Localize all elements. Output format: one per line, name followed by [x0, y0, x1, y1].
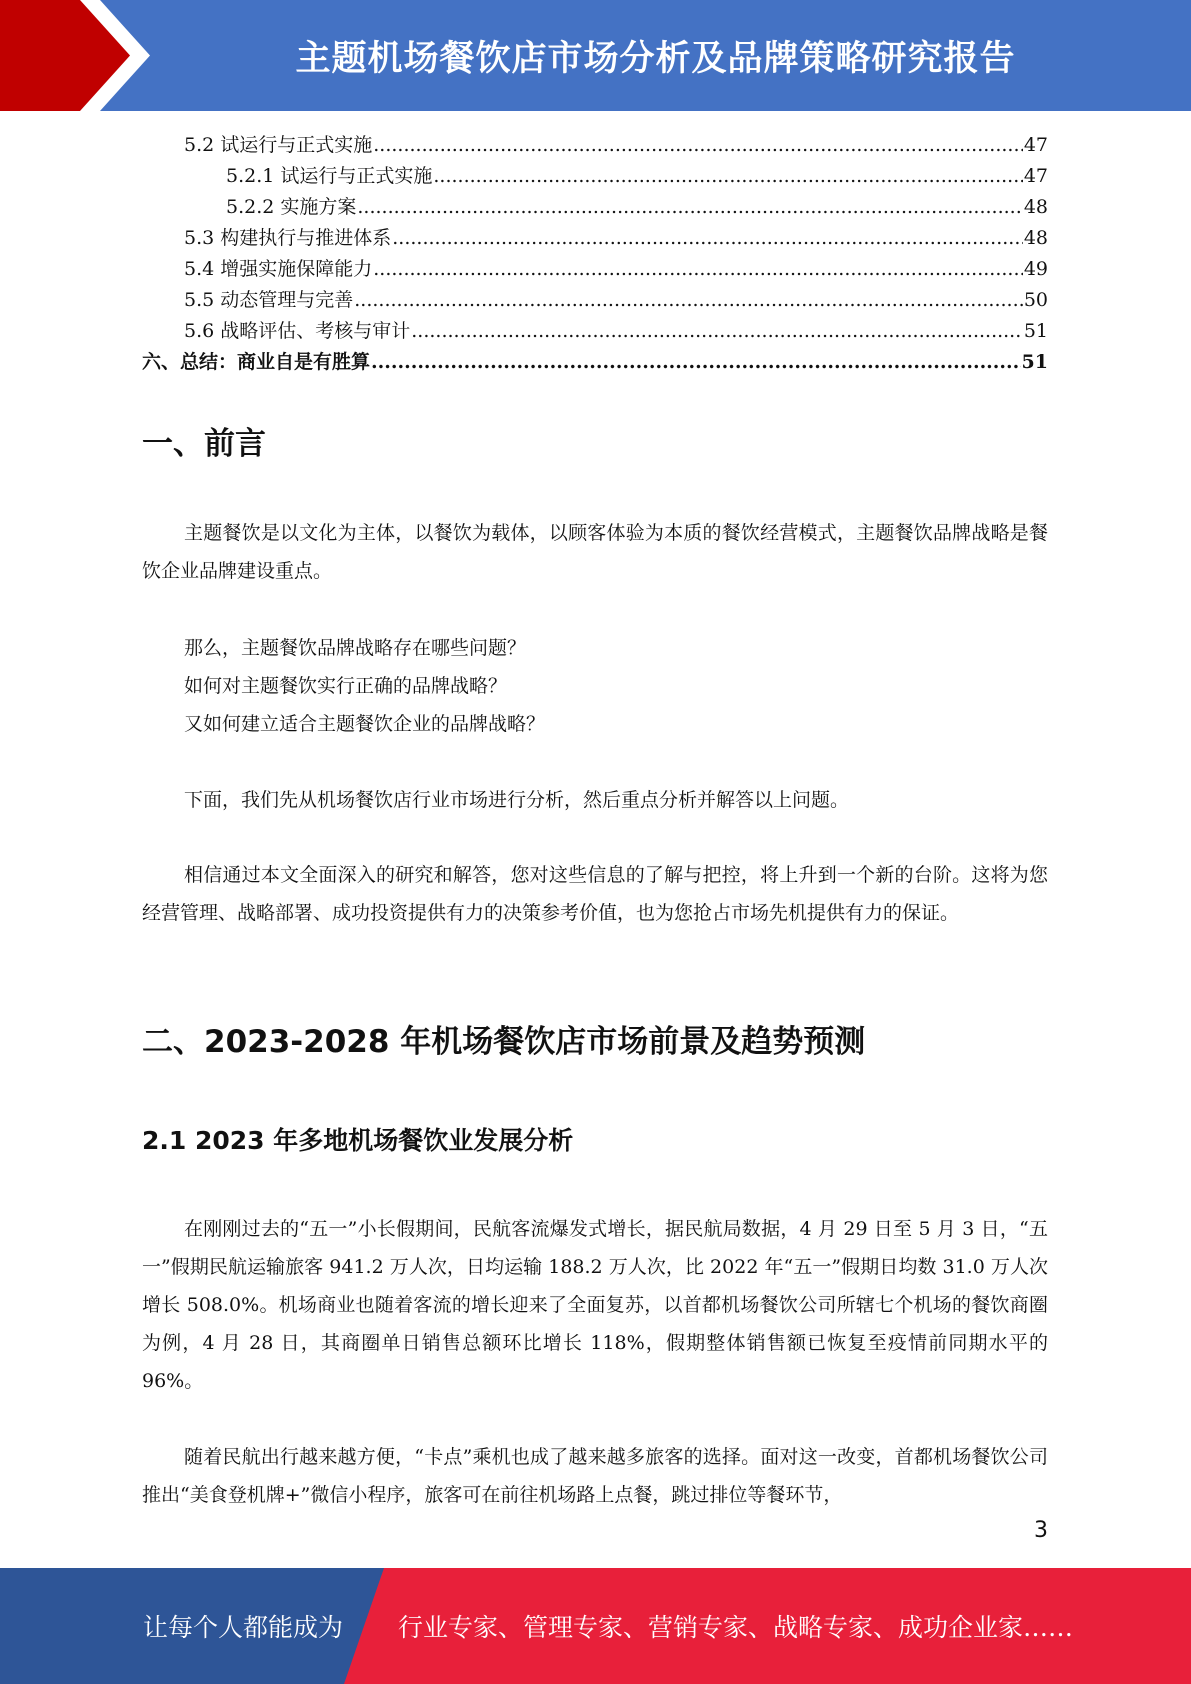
toc-entry[interactable]: [142, 192, 1048, 223]
section-heading-preface: 一、前言: [142, 426, 266, 462]
toc-dot-leader: [411, 316, 1023, 347]
question-line: 又如何建立适合主题餐饮企业的品牌战略？: [184, 713, 546, 735]
question-line: 那么，主题餐饮品牌战略存在哪些问题？: [184, 637, 527, 659]
toc-entry[interactable]: [142, 347, 1048, 378]
table-of-contents: [142, 130, 1048, 378]
toc-dot-leader: [392, 223, 1023, 254]
toc-entry-label: 六、总结：商业自是有胜算: [142, 351, 371, 373]
toc-entry-label: 5.3 构建执行与推进体系: [184, 227, 392, 249]
page-header: [0, 0, 1191, 111]
airport-dining-paragraph-2: 随着民航出行越来越方便，“卡点”乘机也成了越来越多旅客的选择。面对这一改变，首都机场餐饮公司推出“美食登机牌+”微信小程序，旅客可在前往机场路上点餐，跳过排位等餐环节，: [142, 1446, 1048, 1506]
page-footer: [0, 1568, 1191, 1684]
toc-entry-page: 49: [1023, 258, 1048, 280]
preface-next-paragraph: 下面，我们先从机场餐饮店行业市场进行分析，然后重点分析并解答以上问题。: [184, 789, 850, 811]
subsection-heading-2-1: 2.1 2023 年多地机场餐饮业发展分析: [142, 1126, 574, 1155]
toc-entry-page: 47: [1023, 134, 1048, 156]
toc-entry-page: 48: [1023, 227, 1048, 249]
toc-entry-page: 47: [1023, 165, 1048, 187]
toc-entry[interactable]: [142, 285, 1048, 316]
report-title: 主题机场餐饮店市场分析及品牌策略研究报告: [295, 38, 1016, 79]
page-number: 3: [1034, 1518, 1048, 1543]
toc-entry-label: 5.2.2 实施方案: [226, 196, 357, 218]
toc-entry[interactable]: [142, 316, 1048, 347]
header-chevron-graphic: [0, 0, 160, 111]
toc-dot-leader: [354, 285, 1023, 316]
airport-dining-paragraph-1: 在刚刚过去的“五一”小长假期间，民航客流爆发式增长，据民航局数据，4 月 29 日至 5 月 3 日，“五一”假期民航运输旅客 941.2 万人次，日均运输 188.2 万人次，比 2022 年“五一”假期日均数 31.0 万人次增长 508.0%。机场商业也随着客流的增长迎来了全面复苏，以首都机场餐饮公司所辖七个机场的餐饮商圈为例，4 月 28 日，其商圈单日销售总额环比增长 118%，假期整体销售额已恢复至疫情前同期水平的 96%。: [142, 1218, 1048, 1392]
toc-dot-leader: [357, 192, 1022, 223]
toc-entry-label: 5.4 增强实施保障能力: [184, 258, 373, 280]
toc-entry[interactable]: [142, 254, 1048, 285]
toc-entry-page: 48: [1023, 196, 1048, 218]
toc-entry-label: 5.5 动态管理与完善: [184, 289, 354, 311]
section-heading-forecast: 二、2023-2028 年机场餐饮店市场前景及趋势预测: [142, 1024, 866, 1060]
toc-entry[interactable]: [142, 223, 1048, 254]
toc-entry-label: 5.6 战略评估、考核与审计: [184, 320, 411, 342]
toc-entry[interactable]: [142, 161, 1048, 192]
preface-closing-paragraph: 相信通过本文全面深入的研究和解答，您对这些信息的了解与把控，将上升到一个新的台阶。这将为您经营管理、战略部署、成功投资提供有力的决策参考价值，也为您抢占市场先机提供有力的保证。: [142, 864, 1048, 924]
toc-entry-label: 5.2 试运行与正式实施: [184, 134, 373, 156]
toc-entry-page: 51: [1021, 351, 1048, 373]
question-line: 如何对主题餐饮实行正确的品牌战略？: [184, 675, 508, 697]
footer-slogan-right: 行业专家、管理专家、营销专家、战略专家、成功企业家……: [398, 1613, 1074, 1642]
toc-dot-leader: [371, 347, 1021, 378]
toc-entry-page: 50: [1023, 289, 1048, 311]
toc-entry-page: 51: [1023, 320, 1048, 342]
footer-slogan-left: 让每个人都能成为: [143, 1613, 344, 1642]
preface-intro-paragraph: 主题餐饮是以文化为主体，以餐饮为载体，以顾客体验为本质的餐饮经营模式，主题餐饮品牌战略是餐饮企业品牌建设重点。: [142, 522, 1048, 582]
toc-entry-label: 5.2.1 试运行与正式实施: [226, 165, 433, 187]
toc-dot-leader: [373, 254, 1023, 285]
toc-dot-leader: [373, 130, 1023, 161]
toc-entry[interactable]: [142, 130, 1048, 161]
toc-dot-leader: [433, 161, 1022, 192]
